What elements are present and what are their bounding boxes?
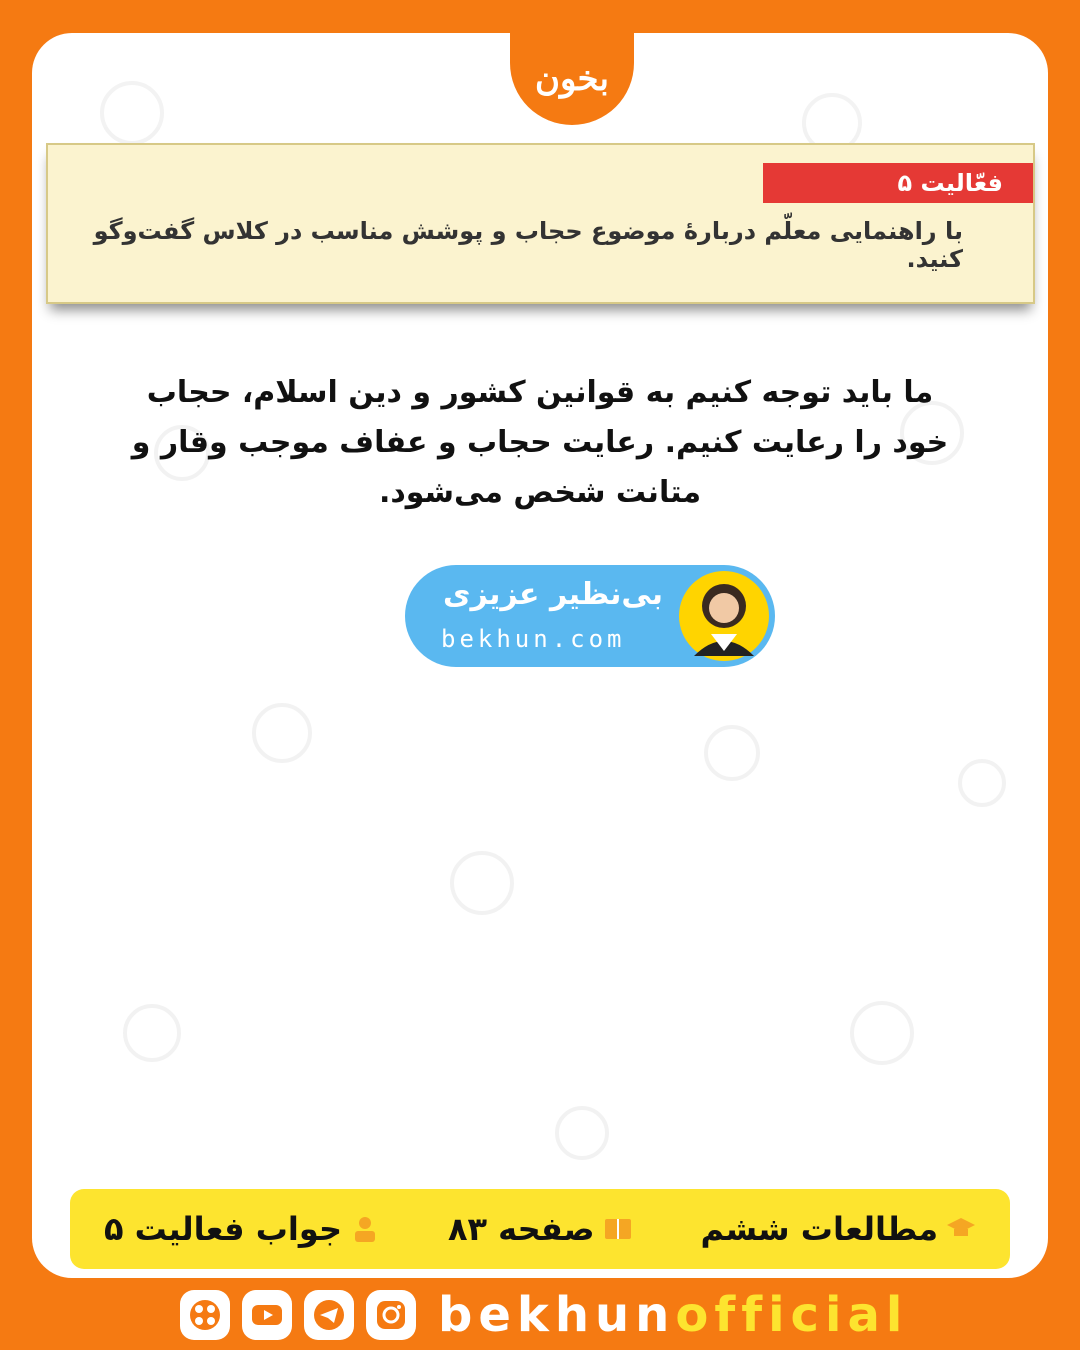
instagram-icon	[373, 1297, 409, 1333]
aparat-icon	[187, 1297, 223, 1333]
info-activity-label: جواب فعالیت ۵	[103, 1210, 343, 1248]
activity-box	[46, 143, 1035, 304]
activity-instruction: با راهنمایی معلّم دربارهٔ موضوع حجاب و پوشش مناسب در کلاس گفت‌وگو کنید.	[93, 217, 963, 273]
aparat-link[interactable]	[180, 1290, 230, 1340]
brand-part-2: official	[675, 1287, 909, 1343]
logo-text: بخون	[535, 59, 609, 99]
author-badge	[405, 565, 775, 667]
footer	[180, 1286, 908, 1344]
graduation-cap-icon	[946, 1214, 976, 1244]
brand-handle	[438, 1287, 908, 1343]
info-item-subject	[701, 1210, 977, 1248]
person-icon	[689, 576, 759, 656]
instagram-link[interactable]	[366, 1290, 416, 1340]
youtube-icon	[249, 1297, 285, 1333]
author-site: bekhun.com	[441, 625, 626, 653]
info-bar	[70, 1189, 1010, 1269]
logo	[510, 33, 634, 125]
answer-text: ما باید توجه کنیم به قوانین کشور و دین اسلام، حجاب خود را رعایت کنیم. رعایت حجاب و عفاف موجب وقار و متانت شخص می‌شود.	[131, 375, 949, 510]
info-item-page	[448, 1210, 633, 1248]
brand-part-1: bekhun	[438, 1287, 676, 1343]
activity-tag: فعّالیت ۵	[763, 163, 1033, 203]
teacher-icon	[350, 1214, 380, 1244]
youtube-link[interactable]	[242, 1290, 292, 1340]
info-subject-label: مطالعات ششم	[700, 1210, 939, 1248]
info-item-activity	[104, 1210, 380, 1248]
author-name: بی‌نظیر عزیزی	[442, 577, 663, 612]
telegram-link[interactable]	[304, 1290, 354, 1340]
book-icon	[603, 1214, 633, 1244]
author-avatar	[679, 571, 769, 661]
info-page-label: صفحه ۸۳	[447, 1210, 595, 1248]
telegram-icon	[311, 1297, 347, 1333]
